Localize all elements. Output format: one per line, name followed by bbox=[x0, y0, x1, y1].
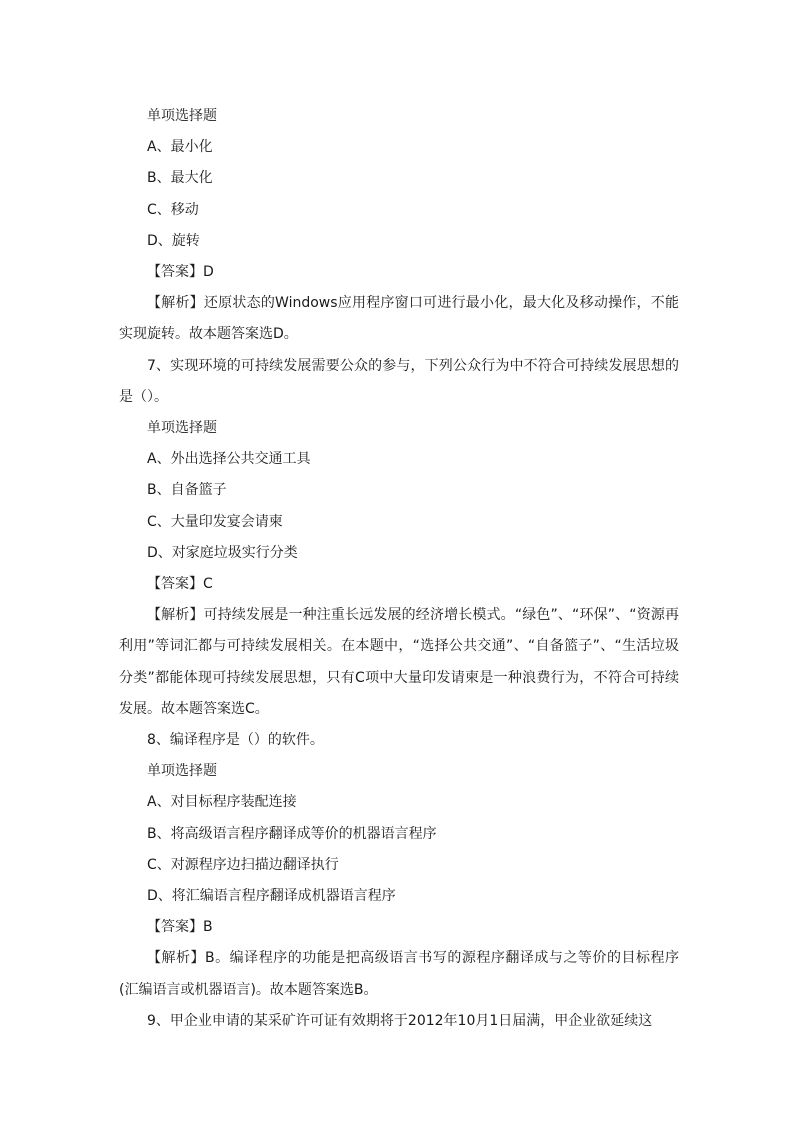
q8-option-c: C、对源程序边扫描边翻译执行 bbox=[147, 856, 339, 873]
q8-option-d: D、将汇编语言程序翻译成机器语言程序 bbox=[147, 888, 396, 905]
q6-type: 单项选择题 bbox=[147, 108, 217, 124]
q7-option-b: B、自备篮子 bbox=[147, 482, 227, 499]
q6-option-c: C、移动 bbox=[147, 201, 199, 218]
q7-option-d: D、对家庭垃圾实行分类 bbox=[147, 544, 298, 561]
q6-analysis: 【解析】还原状态的Windows应用程序窗口可进行最小化，最大化及移动操作，不能实现旋转。故本题答案选D。 bbox=[119, 295, 679, 343]
q8-type: 单项选择题 bbox=[147, 763, 217, 780]
q7-option-a: A、外出选择公共交通工具 bbox=[147, 451, 311, 468]
q6-answer: 【答案】D bbox=[147, 264, 214, 281]
q7-analysis: 【解析】可持续发展是一种注重长远发展的经济增长模式。“绿色”、“环保”、“资源再利用”等词汇都与可持续发展相关。在本题中，“选择公共交通”、“自备篮子”、“生活垃圾分类”都能体现可持续发展思想，只有C项中大量印发请柬是一种浪费行为，不符合可持续发展。故本题答案选C。 bbox=[119, 607, 679, 717]
q8-answer: 【答案】B bbox=[147, 919, 213, 936]
q9-question: 9、甲企业申请的某采矿许可证有效期将于2012年10月1日届满，甲企业欲延续这 bbox=[147, 1012, 653, 1029]
q8-question: 8、编译程序是（）的软件。 bbox=[147, 732, 324, 749]
q6-option-b: B、最大化 bbox=[147, 170, 213, 187]
document-body bbox=[119, 101, 679, 1037]
q7-option-c: C、大量印发宴会请柬 bbox=[147, 513, 283, 530]
q7-type: 单项选择题 bbox=[147, 420, 217, 437]
q8-option-a: A、对目标程序装配连接 bbox=[147, 794, 297, 811]
q7-question: 7、实现环境的可持续发展需要公众的参与，下列公众行为中不符合可持续发展思想的是（）。 bbox=[119, 357, 679, 405]
q7-answer: 【答案】C bbox=[147, 576, 213, 593]
q6-option-d: D、旋转 bbox=[147, 232, 200, 249]
q6-option-a: A、最小化 bbox=[147, 139, 213, 156]
q8-option-b: B、将高级语言程序翻译成等价的机器语言程序 bbox=[147, 825, 437, 842]
q8-analysis: 【解析】B。编译程序的功能是把高级语言书写的源程序翻译成与之等价的目标程序(汇编语言或机器语言)。故本题答案选B。 bbox=[119, 950, 679, 998]
